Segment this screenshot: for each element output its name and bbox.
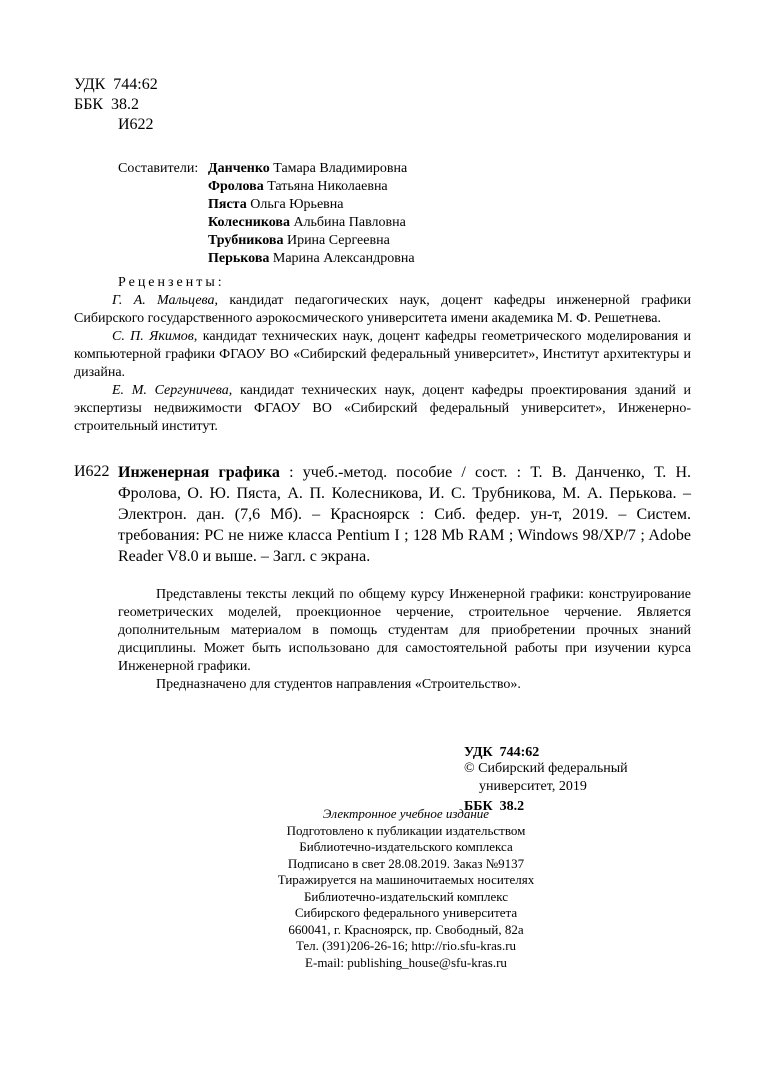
imprint-line: Сибирского федерального университета [294, 905, 518, 920]
imprint-line: Библиотечно-издательского комплекса [299, 839, 513, 854]
copyright-line-2: университет, 2019 [479, 779, 587, 794]
compiler-entry: Трубникова Ирина Сергеевна [208, 233, 390, 248]
bbk-bottom: ББК 38.2 [464, 799, 525, 814]
bibliography-sign: И622 [74, 463, 110, 480]
udk-bottom: УДК 744:62 [464, 745, 540, 760]
copyright-block [464, 760, 628, 796]
copyright-line-1: © Сибирский федеральный [464, 761, 628, 776]
imprint-line: Библиотечно-издательский комплекс [303, 888, 509, 904]
imprint-block [206, 806, 606, 971]
imprint-line: 660041, г. Красноярск, пр. Свободный, 82а [288, 921, 524, 937]
reviewer-entry: Г. А. Мальцева, кандидат педагогических наук, доцент кафедры инженерной графики Сибирского государственного аэрокосмического университета имени академика М. Ф. Решетнева. [74, 293, 691, 326]
imprint-line: Тел. (391)206-26-16; http://rio.sfu-kras.ru [295, 938, 517, 953]
compilers-block [118, 160, 678, 270]
author-sign: И622 [118, 116, 154, 133]
imprint-line: Тиражируется на машиночитаемых носителях [277, 872, 535, 887]
compiler-entry: Колесникова Альбина Павловна [208, 215, 406, 230]
imprint-line: Подписано в свет 28.08.2019. Заказ №9137 [287, 855, 525, 871]
book-title: Инженерная графика [118, 464, 280, 481]
classification-codes-top [74, 75, 158, 135]
reviewer-entry: Е. М. Сергуничева, кандидат технических наук, доцент кафедры проектирования зданий и экспертизы недвижимости ФГАОУ ВО «Сибирский федеральный университет», Инженерно-строительный институт. [74, 383, 692, 434]
reviewers-heading: Рецензенты: [118, 275, 225, 290]
edition-type: Электронное учебное издание [322, 806, 490, 821]
imprint-line: Подготовлено к публикации издательством [286, 822, 526, 838]
reviewer-entry: С. П. Якимов, кандидат технических наук, доцент кафедры геометрического моделирования и компьютерной графики ФГАОУ ВО «Сибирский федеральный университет», Институт архитектуры и дизайна. [74, 329, 691, 380]
bibliographic-record [74, 462, 691, 572]
bibliography-description: Инженерная графика : учеб.-метод. пособие / сост. : Т. В. Данченко, Т. Н. Фролова, О. Ю. Пяста, А. П. Колесникова, И. С. Трубникова, М. А. Перькова. – Электрон. дан. (7,6 Мб). – Красноярск : Сиб. федер. ун-т, 2019. – Систем. требования: PC не ниже класса Pentium I ; 128 Mb RAM ; Windows 98/XP/7 ; Adobe Reader V8.0 и выше. – Загл. с экрана. [118, 464, 692, 565]
compiler-entry: Данченко Тамара Владимировна [208, 161, 408, 176]
reviewers-block [74, 274, 691, 436]
imprint-line: E-mail: publishing_house@sfu-kras.ru [305, 954, 507, 970]
abstract-paragraph: Представлены тексты лекций по общему курсу Инженерной графики: конструирование геометрических моделей, проекционное черчение, строительное черчение. Является дополнительным материалом в помощь студентам для приобретении прочных знаний дисциплины. Может быть использовано для самостоятельной работы при изучении курса Инженерной графики. [118, 587, 691, 674]
compiler-entry: Перькова Марина Александровна [208, 251, 415, 266]
udk-line: УДК 744:62 [74, 76, 158, 93]
compiler-entry: Пяста Ольга Юрьевна [208, 197, 344, 212]
compilers-label: Составители: [118, 161, 199, 176]
abstract-block [118, 586, 691, 694]
compiler-entry: Фролова Татьяна Николаевна [208, 179, 388, 194]
audience-paragraph: Предназначено для студентов направления «Строительство». [156, 677, 521, 692]
bbk-line: ББК 38.2 [74, 96, 140, 113]
